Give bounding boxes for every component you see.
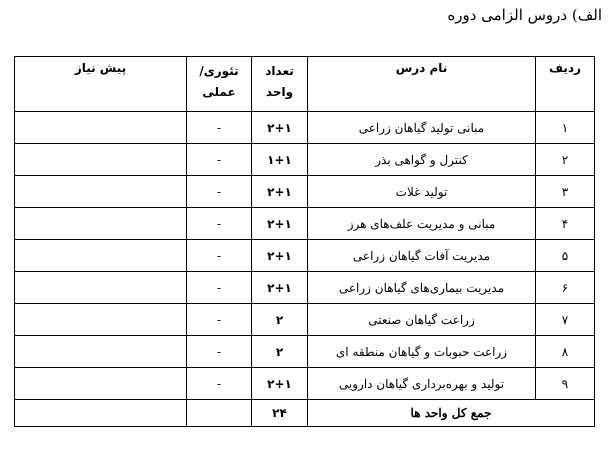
course-name-cell: مدیریت آفات گیاهان زراعی	[308, 240, 536, 272]
course-name-cell: تولید و بهره‌برداری گیاهان دارویی	[308, 368, 536, 400]
header-units-line1: تعداد	[265, 64, 294, 78]
header-type-line1: تئوری/	[199, 64, 239, 78]
course-name-cell: تولید غلات	[308, 176, 536, 208]
units-cell: ۲+۱	[252, 368, 308, 400]
table-row	[15, 368, 595, 400]
table-row	[15, 176, 595, 208]
row-number-cell: ۸	[536, 336, 595, 368]
type-cell: -	[187, 272, 252, 304]
type-cell: -	[187, 176, 252, 208]
units-cell: ۲+۱	[252, 240, 308, 272]
units-cell: ۲+۱	[252, 176, 308, 208]
row-number-cell: ۷	[536, 304, 595, 336]
total-type-cell	[187, 400, 252, 427]
header-type	[187, 57, 252, 112]
prerequisite-cell	[15, 240, 187, 272]
prerequisite-cell	[15, 208, 187, 240]
type-cell: -	[187, 208, 252, 240]
type-cell: -	[187, 240, 252, 272]
row-number-cell: ۱	[536, 112, 595, 144]
table-row	[15, 240, 595, 272]
total-row	[15, 400, 595, 427]
total-prereq-cell	[15, 400, 187, 427]
row-number-cell: ۴	[536, 208, 595, 240]
course-name-cell: مبانی تولید گیاهان زراعی	[308, 112, 536, 144]
prerequisite-cell	[15, 144, 187, 176]
prerequisite-cell	[15, 304, 187, 336]
required-courses-table	[14, 56, 595, 427]
course-name-cell: مدیریت بیماری‌های گیاهان زراعی	[308, 272, 536, 304]
total-label: جمع کل واحد ها	[308, 400, 595, 427]
header-row-no: ردیف	[536, 57, 595, 112]
table-row	[15, 144, 595, 176]
table-row	[15, 272, 595, 304]
course-name-cell: مبانی و مدیریت علف‌های هرز	[308, 208, 536, 240]
row-number-cell: ۶	[536, 272, 595, 304]
row-number-cell: ۲	[536, 144, 595, 176]
header-course-name: نام درس	[308, 57, 536, 112]
prerequisite-cell	[15, 112, 187, 144]
units-cell: ۲	[252, 304, 308, 336]
units-cell: ۱+۱	[252, 144, 308, 176]
prerequisite-cell	[15, 336, 187, 368]
units-cell: ۲+۱	[252, 208, 308, 240]
units-cell: ۲	[252, 336, 308, 368]
total-units: ۲۴	[252, 400, 308, 427]
prerequisite-cell	[15, 272, 187, 304]
header-units-line2: واحد	[265, 85, 294, 99]
row-number-cell: ۳	[536, 176, 595, 208]
prerequisite-cell	[15, 368, 187, 400]
row-number-cell: ۵	[536, 240, 595, 272]
header-prerequisite: پیش نیاز	[15, 57, 187, 112]
table-header-row	[15, 57, 595, 112]
header-type-line2: عملی	[202, 85, 236, 99]
prerequisite-cell	[15, 176, 187, 208]
section-heading: الف) دروس الزامی دوره	[447, 6, 602, 24]
table-row	[15, 208, 595, 240]
table-row	[15, 112, 595, 144]
row-number-cell: ۹	[536, 368, 595, 400]
course-name-cell: کنترل و گواهی بذر	[308, 144, 536, 176]
course-name-cell: زراعت حبوبات و گیاهان منطقه ای	[308, 336, 536, 368]
table-row	[15, 336, 595, 368]
type-cell: -	[187, 144, 252, 176]
type-cell: -	[187, 368, 252, 400]
header-units	[252, 57, 308, 112]
course-name-cell: زراعت گیاهان صنعتی	[308, 304, 536, 336]
type-cell: -	[187, 112, 252, 144]
table-row	[15, 304, 595, 336]
units-cell: ۲+۱	[252, 112, 308, 144]
type-cell: -	[187, 304, 252, 336]
units-cell: ۲+۱	[252, 272, 308, 304]
type-cell: -	[187, 336, 252, 368]
